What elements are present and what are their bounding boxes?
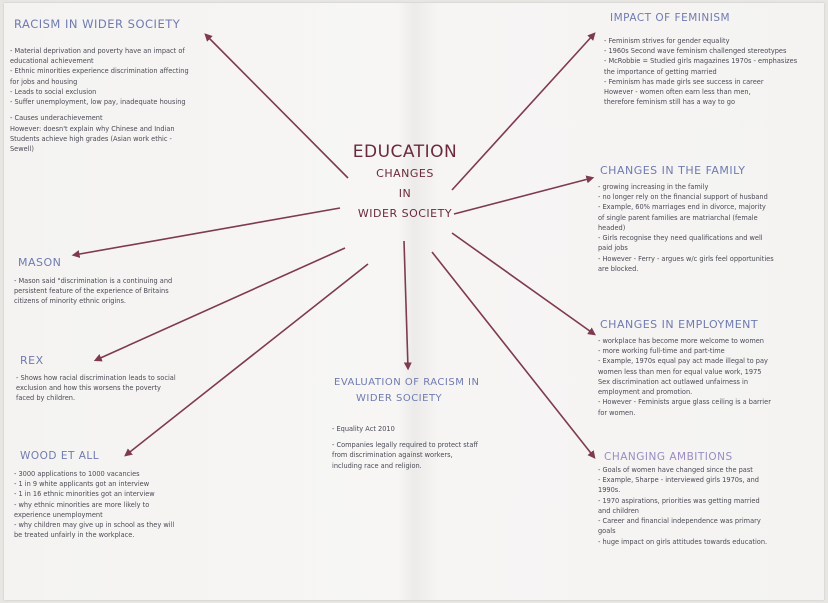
note-line: citizens of minority ethnic origins.: [14, 297, 127, 306]
note-line: - Example, Sharpe - interviewed girls 1970s, and: [598, 476, 759, 485]
note-line: women less than men for equal value work, 1975: [598, 367, 762, 376]
note-line: However: doesn't explain why Chinese and Indian: [10, 124, 175, 133]
note-line: - why ethnic minorities are more likely to: [14, 500, 150, 509]
note-line: - more working full-time and part-time: [598, 347, 725, 356]
note-line: exclusion and how this worsens the poverty: [16, 384, 161, 393]
mason-notes: [14, 276, 172, 307]
note-line: - However - Feminists argue glass ceiling is a barrier: [598, 398, 771, 407]
note-line: persistent feature of the experience of Britains: [14, 287, 169, 296]
note-line: - Goals of women have changed since the past: [598, 466, 753, 474]
note-line: educational achievement: [10, 57, 94, 66]
family-notes: [598, 182, 774, 274]
racism-notes: [10, 46, 189, 154]
note-line: - Leads to social exclusion: [10, 87, 97, 96]
note-line: - Example, 1970s equal pay act made illegal to pay: [598, 357, 768, 366]
note-line: - Ethnic minorities experience discrimination affecting: [10, 67, 189, 76]
note-line: - huge impact on girls attitudes towards education.: [598, 537, 768, 546]
ambitions-heading: CHANGING AMBITIONS: [604, 451, 733, 463]
note-line: headed): [598, 223, 626, 232]
central-topic: [340, 142, 470, 222]
note-line: - 1960s Second wave feminism challenged stereotypes: [604, 47, 787, 56]
note-line: goals: [598, 527, 616, 536]
note-line: - 1 in 9 white applicants got an interview: [14, 480, 150, 489]
note-line: - 3000 applications to 1000 vacancies: [14, 470, 140, 478]
note-line: - Material deprivation and poverty have an impact of: [10, 47, 185, 55]
note-line: - However - Ferry - argues w/c girls feel opportunities: [598, 254, 774, 263]
note-line: including race and religion.: [332, 461, 422, 470]
central-subtitle-1: CHANGES: [376, 167, 434, 180]
evaluation-heading-2: WIDER SOCIETY: [356, 393, 443, 404]
mason-heading: MASON: [18, 256, 62, 269]
arrow-to-feminism: [452, 34, 594, 190]
feminism-heading: IMPACT OF FEMINISM: [610, 12, 731, 24]
note-line: Students achieve high grades (Asian work ethic -: [10, 134, 172, 143]
note-line: - McRobbie = Studied girls magazines 1970s - emphasizes: [604, 57, 798, 66]
employment-heading: CHANGES IN EMPLOYMENT: [600, 318, 759, 331]
note-line: However - women often earn less than men,: [604, 88, 751, 97]
note-line: employment and promotion.: [598, 388, 693, 397]
note-line: - Suffer unemployment, low pay, inadequate housing: [10, 98, 186, 107]
rex-notes: [16, 373, 176, 404]
arrow-to-employment: [452, 233, 594, 334]
note-line: are blocked.: [598, 264, 639, 273]
note-line: of single parent families are matriarchal (female: [598, 213, 758, 222]
note-line: - Shows how racial discrimination leads to social: [16, 374, 176, 382]
note-line: - workplace has become more welcome to women: [598, 337, 764, 345]
note-line: for women.: [598, 408, 636, 417]
central-subtitle-3: WIDER SOCIETY: [357, 206, 453, 220]
note-line: - no longer rely on the financial support of husband: [598, 193, 768, 202]
ambitions-notes: [598, 465, 767, 547]
arrow-to-family: [454, 178, 592, 214]
evaluation-heading-1: EVALUATION OF RACISM IN: [334, 377, 480, 388]
note-line: the importance of getting married: [604, 67, 717, 76]
central-title: EDUCATION: [352, 142, 458, 162]
family-heading: CHANGES IN THE FAMILY: [600, 164, 746, 177]
note-line: - Example, 60% marriages end in divorce, majority: [598, 203, 766, 212]
note-line: - Feminism has made girls see success in career: [604, 77, 764, 86]
rex-heading: REX: [20, 354, 44, 367]
feminism-notes: [604, 36, 797, 108]
note-line: 1990s.: [598, 486, 621, 495]
note-line: be treated unfairly in the workplace.: [14, 531, 135, 540]
note-line: from discrimination against workers,: [332, 451, 453, 460]
arrow-to-evaluation: [404, 241, 408, 368]
note-line: for jobs and housing: [10, 77, 78, 86]
note-line: - 1 in 16 ethnic minorities got an interview: [14, 490, 155, 499]
note-line: - why children may give up in school as they will: [14, 521, 175, 530]
note-line: - Companies legally required to protect staff: [332, 441, 478, 450]
evaluation-notes: [332, 424, 478, 471]
wood-heading: WOOD ET ALL: [20, 450, 100, 462]
note-line: Sex discrimination act outlawed unfairness in: [598, 377, 749, 386]
note-line: - Mason said "discrimination is a continuing and: [14, 277, 173, 285]
note-line: - 1970 aspirations, priorities was getting married: [598, 496, 760, 505]
central-subtitle-2: IN: [398, 186, 412, 200]
note-line: - Career and financial independence was primary: [598, 517, 761, 526]
note-line: - Causes underachievement: [10, 114, 103, 123]
arrow-to-racism: [206, 35, 348, 178]
arrow-to-mason: [74, 208, 340, 255]
note-line: - growing increasing in the family: [598, 183, 709, 191]
note-line: and children: [598, 506, 639, 515]
note-line: paid jobs: [598, 244, 628, 253]
note-line: - Feminism strives for gender equality: [604, 37, 730, 45]
note-line: Sewell): [10, 144, 34, 153]
note-line: - Girls recognise they need qualifications and well: [598, 234, 763, 243]
wood-notes: [14, 469, 174, 541]
note-line: - Equality Act 2010: [332, 425, 395, 433]
note-line: faced by children.: [16, 394, 76, 403]
note-line: therefore feminism still has a way to go: [604, 98, 735, 107]
note-line: experience unemployment: [14, 510, 103, 519]
employment-notes: [598, 336, 771, 418]
racism-heading: RACISM IN WIDER SOCIETY: [14, 17, 181, 31]
